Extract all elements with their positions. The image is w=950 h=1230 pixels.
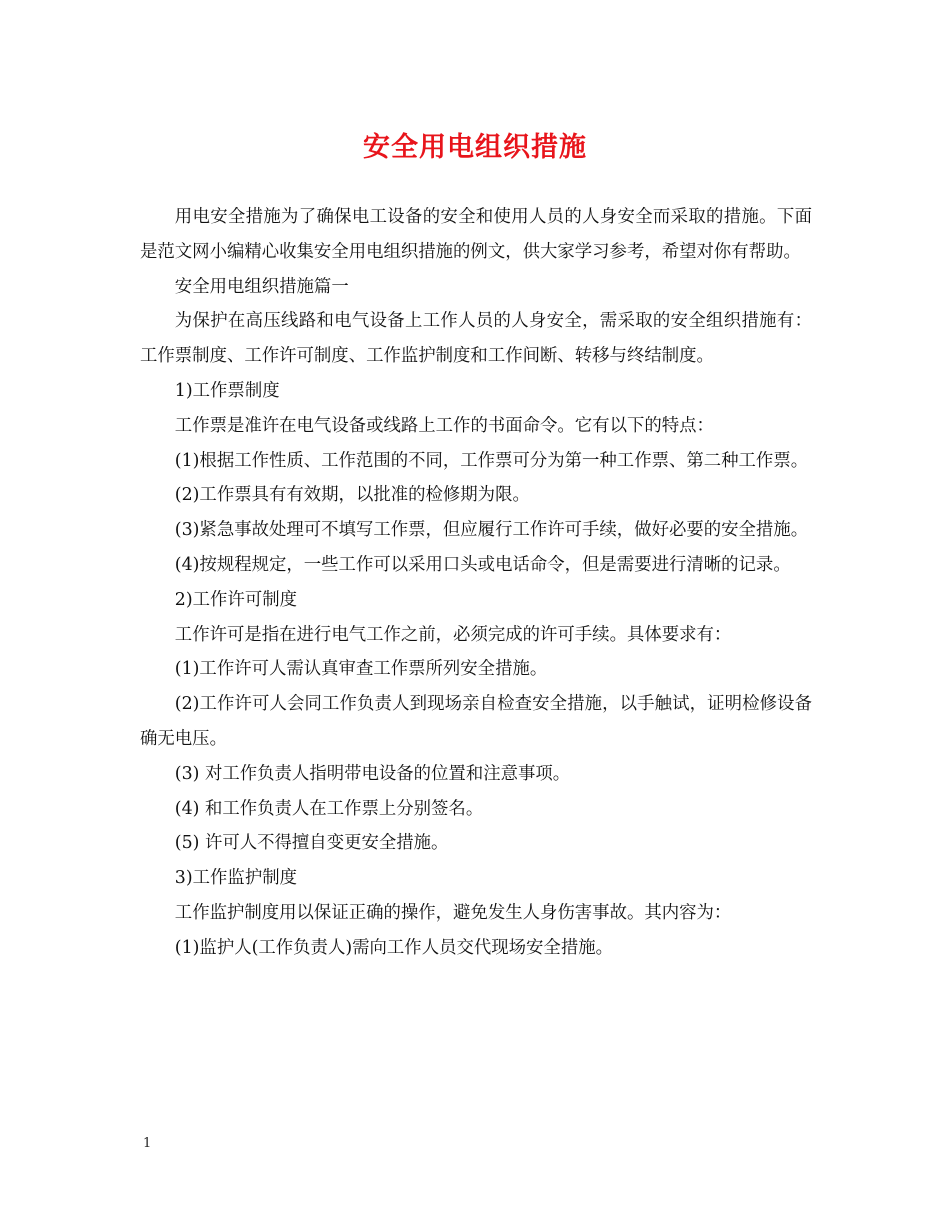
paragraph-work-permit-definition: 工作许可是指在进行电气工作之前，必须完成的许可手续。具体要求有： bbox=[174, 624, 732, 645]
list-item-permit-3: (3) 对工作负责人指明带电设备的位置和注意事项。 bbox=[174, 763, 571, 784]
list-item-permit-1: (1)工作许可人需认真审查工作票所列安全措施。 bbox=[174, 659, 548, 680]
section-heading-part-one: 安全用电组织措施篇一 bbox=[174, 276, 349, 297]
paragraph-work-ticket-definition: 工作票是准许在电气设备或线路上工作的书面命令。它有以下的特点： bbox=[174, 415, 714, 436]
paragraph-organizational-measures: 为保护在高压线路和电气设备上工作人员的人身安全，需采取的安全组织措施有：工作票制度、工作许可制度、工作监护制度和工作间断、转移与终结制度。 bbox=[140, 311, 812, 367]
document-title: 安全用电组织措施 bbox=[363, 132, 587, 163]
list-item-ticket-2: (2)工作票具有有效期，以批准的检修期为限。 bbox=[174, 485, 530, 506]
page-number: 1 bbox=[143, 1136, 152, 1151]
list-item-ticket-1: (1)根据工作性质、工作范围的不同，工作票可分为第一种工作票、第二种工作票。 bbox=[174, 450, 809, 471]
list-item-permit-5: (5) 许可人不得擅自变更安全措施。 bbox=[174, 833, 449, 854]
list-item-permit-4: (4) 和工作负责人在工作票上分别签名。 bbox=[174, 798, 484, 819]
paragraph-supervision-definition: 工作监护制度用以保证正确的操作，避免发生人身伤害事故。其内容为： bbox=[174, 902, 732, 923]
paragraph-intro: 用电安全措施为了确保电工设备的安全和使用人员的人身安全而采取的措施。下面是范文网小编精心收集安全用电组织措施的例文，供大家学习参考，希望对你有帮助。 bbox=[140, 207, 812, 262]
list-item-permit-2: (2)工作许可人会同工作负责人到现场亲自检查安全措施，以手触试，证明检修设备确无电压。 bbox=[140, 694, 812, 749]
list-item-ticket-4: (4)按规程规定，一些工作可以采用口头或电话命令，但是需要进行清晰的记录。 bbox=[174, 554, 791, 575]
heading-work-ticket-system: 1)工作票制度 bbox=[174, 380, 280, 401]
heading-work-permit-system: 2)工作许可制度 bbox=[174, 589, 297, 610]
list-item-supervision-1: (1)监护人(工作负责人)需向工作人员交代现场安全措施。 bbox=[174, 937, 613, 958]
heading-work-supervision-system: 3)工作监护制度 bbox=[174, 868, 297, 889]
list-item-ticket-3: (3)紧急事故处理可不填写工作票，但应履行工作许可手续，做好必要的安全措施。 bbox=[174, 520, 809, 541]
document-body bbox=[140, 200, 812, 966]
